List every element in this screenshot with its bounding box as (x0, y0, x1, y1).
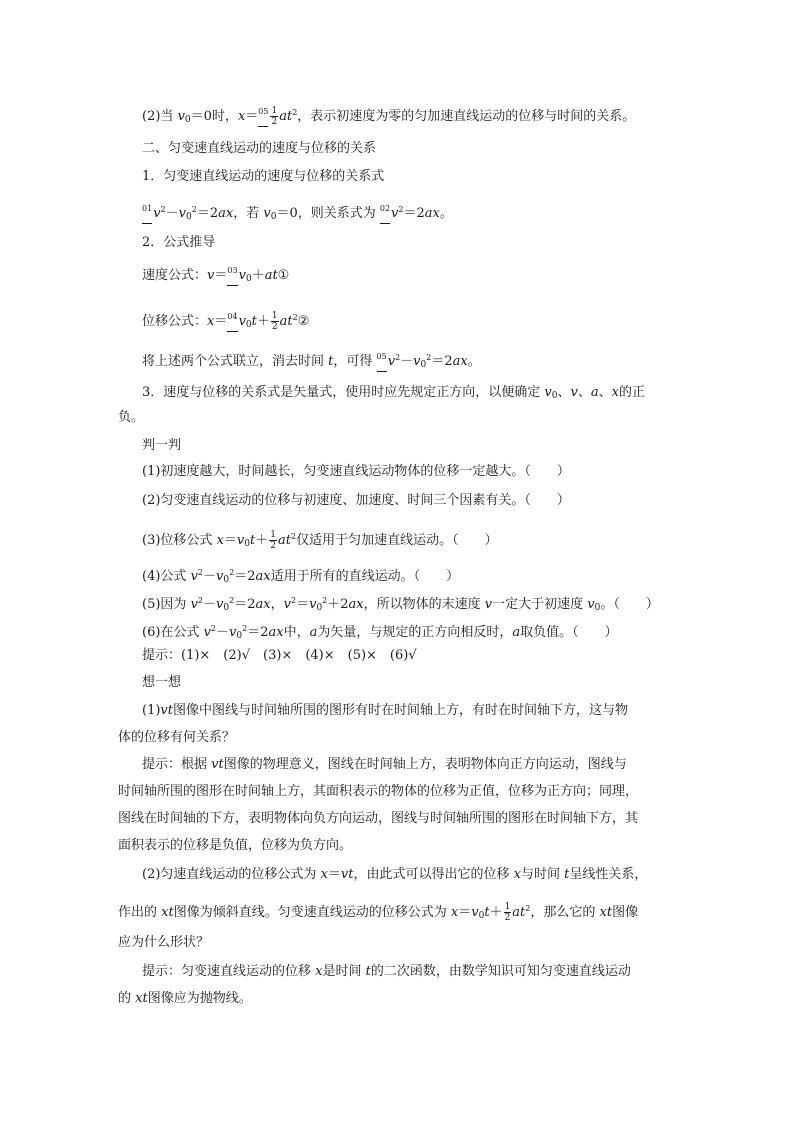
judge-item-4: (4)公式 $v^2-v_0^2=2ax$适用于所有的直线运动。（ ） (142, 568, 460, 585)
section-heading: 二、匀变速直线运动的速度与位移的关系 (142, 141, 377, 156)
think-question-2: (2)匀速直线运动的位移公式为 x＝vt，由此式可以得出它的位移 x与时间 t呈线性关系， (142, 867, 648, 882)
judge-item-1: (1)初速度越大，时间越长，匀变速直线运动物体的位移一定越大。（ ） (142, 464, 570, 479)
text-line-9: 3．速度与位移的关系式是矢量式，使用时应先规定正方向，以便确定 $v_0$、v、a、x的正 (142, 385, 646, 401)
answer-blank: 05 (258, 107, 269, 116)
text-line-4: $01v^2-v_0^2=2ax$，若 $v_0=0$，则关系式为 $02v^2=2ax$。 (142, 204, 453, 222)
text-line-8: 将上述两个公式联立，消去时间 t，可得 $05v^2-v_0^2=2ax$。 (142, 352, 481, 370)
think-answer-2-cont: 的 xt图像应为抛物线。 (118, 991, 252, 1006)
fraction: $\frac{1}{2}$ (271, 106, 278, 127)
think-answer-1-cont-2: 图线在时间轴的下方，表明物体向负方向运动，图线与时间轴所围的图形在时间轴下方，其 (118, 811, 639, 826)
think-question-2-cont-2: 应为什么形状？ (118, 935, 210, 950)
answer-blank: 04 (227, 312, 238, 321)
subheading-2: 2．公式推导 (142, 235, 216, 250)
answer-blank: 01 (142, 204, 153, 213)
fraction: $\frac{1}{2}$ (270, 530, 276, 551)
answer-blank: 05 (376, 352, 387, 361)
text-line-7: 位移公式：$x=04v_0t+$ $\frac{1}{2}$ $at^2②$ (142, 311, 310, 332)
answer-blank: 02 (379, 204, 391, 213)
judge-item-5: (5)因为 $v^2-v_0^2=2ax$，$v^2=v_0^2+2ax$，所以物体的末速度 v一定大于初速度 $v_0$。（ ） (142, 596, 659, 613)
subheading-1: 1．匀变速直线运动的速度与位移的关系式 (142, 169, 385, 184)
judge-answers: 提示：(1)× (2)√ (3)× (4)× (5)× (6)√ (142, 648, 417, 663)
think-answer-1-cont-1: 时间轴所围的图形在时间轴上方，其面积表示的物体的位移为正值，位移为正方向；同理， (118, 784, 639, 799)
fraction: $\frac{1}{2}$ (504, 902, 511, 923)
fraction: $\frac{1}{2}$ (271, 311, 278, 332)
think-question-2-cont: 作出的 xt图像为倾斜直线。匀变速直线运动的位移公式为 $x=v_0t+$ $\frac{1}{2}$ $at^2$，那么它的 xt图像 (118, 902, 639, 923)
think-answer-2: 提示：匀变速直线运动的位移 x是时间 t的二次函数，由数学知识可知匀变速直线运动 (142, 964, 631, 979)
text-line-1: (2)当 $v_0=0$时，x＝05 $\frac{1}{2}$ $at^2$，表示初速度为零的匀加速直线运动的位移与时间的关系。 (142, 106, 636, 127)
judge-item-6: (6)在公式 $v^2-v_0^2=2ax$中，a为矢量，与规定的正方向相反时，a取负值。（ ） (142, 624, 618, 641)
exercise-heading-think: 想一想 (142, 675, 182, 690)
answer-blank: 03 (227, 266, 238, 275)
think-answer-1: 提示：根据 vt图像的物理意义，图线在时间轴上方，表明物体向正方向运动，图线与 (142, 757, 627, 772)
text-line-6: 速度公式：$v=03v_0+at①$ (142, 266, 290, 284)
think-answer-1-cont-3: 面积表示的位移是负值，位移为负方向。 (118, 838, 353, 853)
judge-item-2: (2)匀变速直线运动的位移与初速度、加速度、时间三个因素有关。（ ） (142, 493, 570, 508)
judge-item-3: (3)位移公式 $x=v_0t+$ $\frac{1}{2}$ $at^2$仅适用于匀加速直线运动。（ ） (142, 530, 498, 551)
exercise-heading-judge: 判一判 (142, 438, 182, 453)
think-question-1: (1)vt图像中图线与时间轴所围的图形有时在时间轴上方，有时在时间轴下方，这与物 (142, 703, 629, 718)
text-line-10: 负。 (118, 410, 145, 425)
think-question-1-cont: 体的位移有何关系？ (118, 730, 236, 745)
